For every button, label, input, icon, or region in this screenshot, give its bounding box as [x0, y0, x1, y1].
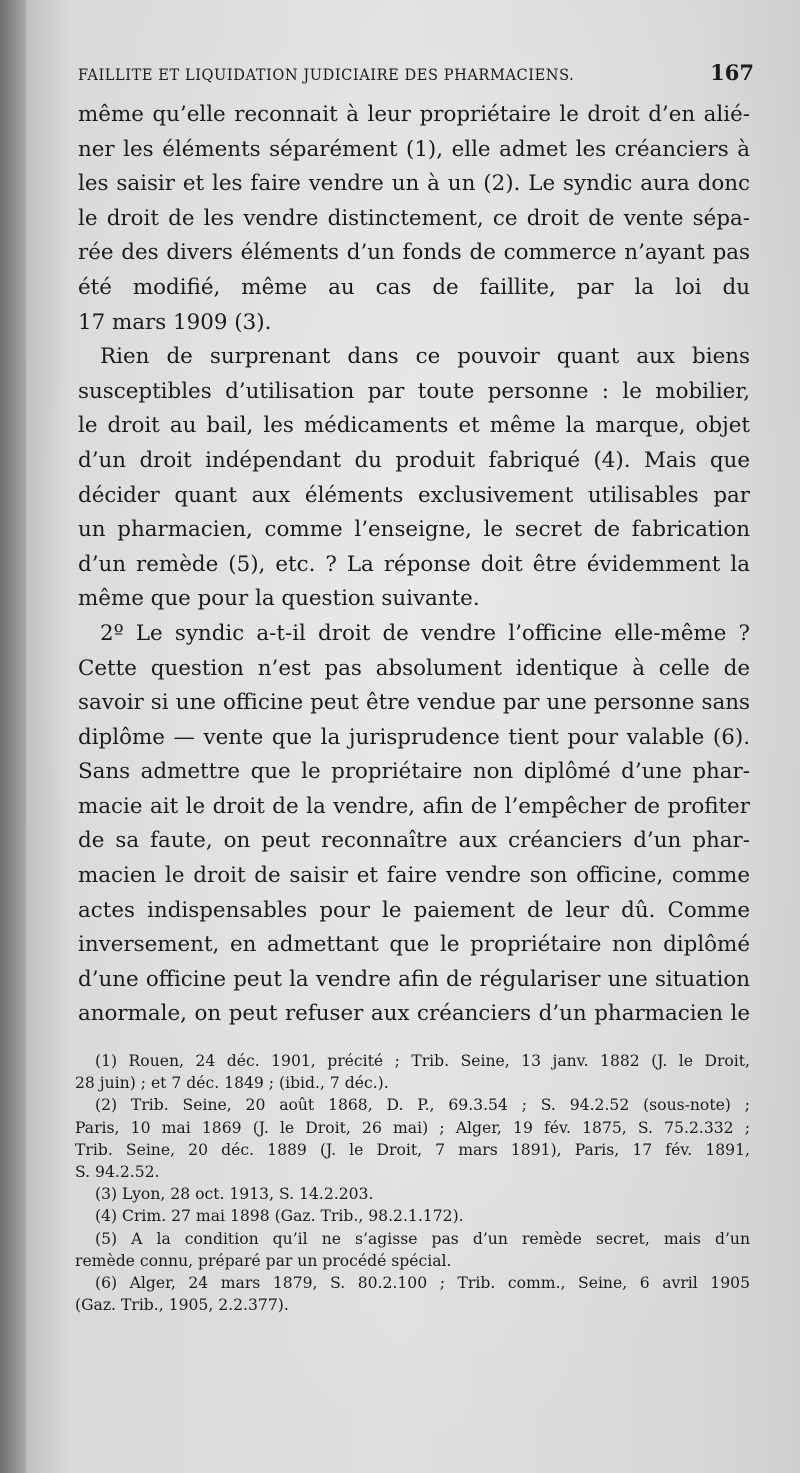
body-line: savoir si une officine peut être vendue par une personne sans	[78, 690, 750, 716]
body-text	[78, 98, 750, 1032]
body-line: anormale, on peut refuser aux créanciers d’un pharmacien le	[78, 1001, 750, 1027]
body-line: d’un droit indépendant du produit fabriqué (4). Mais que	[78, 447, 750, 473]
footnote-line: (Gaz. Trib., 1905, 2.2.377).	[75, 1296, 289, 1315]
body-line: rée des divers éléments d’un fonds de commerce n’ayant pas	[78, 240, 750, 266]
body-line: Rien de surprenant dans ce pouvoir quant aux biens	[100, 344, 750, 370]
book-gutter-shadow	[0, 0, 26, 1473]
footnote-line: (2) Trib. Seine, 20 août 1868, D. P., 69.3.54 ; S. 94.2.52 (sous-note) ;	[95, 1096, 750, 1115]
body-line: diplôme — vente que la jurisprudence tient pour valable (6).	[78, 724, 750, 750]
footnote-line: (1) Rouen, 24 déc. 1901, précité ; Trib. Seine, 13 janv. 1882 (J. le Droit,	[95, 1052, 750, 1070]
body-line: macien le droit de saisir et faire vendre son officine, comme	[78, 863, 750, 889]
body-line: même que pour la question suivante.	[78, 586, 480, 612]
body-line: décider quant aux éléments exclusivement utilisables par	[78, 482, 750, 508]
body-line: Sans admettre que le propriétaire non diplômé d’une phar-	[78, 759, 750, 785]
body-line: ner les éléments séparément (1), elle admet les créanciers à	[78, 136, 750, 162]
footnote-line: (5) A la condition qu’il ne s’agisse pas d’un remède secret, mais d’un	[95, 1229, 750, 1248]
footnote-line: Trib. Seine, 20 déc. 1889 (J. le Droit, 7 mars 1891), Paris, 17 fév. 1891,	[75, 1140, 750, 1159]
body-line: le droit au bail, les médicaments et même la marque, objet	[78, 413, 750, 439]
body-line: d’un remède (5), etc. ? La réponse doit être évidemment la	[78, 551, 750, 577]
footnote-line: (3) Lyon, 28 oct. 1913, S. 14.2.203.	[95, 1185, 374, 1204]
body-line: été modifié, même au cas de faillite, par la loi du	[78, 274, 750, 300]
footnote-line: S. 94.2.52.	[75, 1162, 160, 1181]
footnote-line: Paris, 10 mai 1869 (J. le Droit, 26 mai) ; Alger, 19 fév. 1875, S. 75.2.332 ;	[75, 1118, 750, 1137]
page-header	[78, 60, 768, 92]
body-line: un pharmacien, comme l’enseigne, le secret de fabrication	[78, 517, 750, 543]
body-line: 2º Le syndic a-t-il droit de vendre l’officine elle-même ?	[100, 620, 750, 646]
body-line: le droit de les vendre distinctement, ce droit de vente sépa-	[78, 205, 750, 231]
body-line: d’une officine peut la vendre afin de régulariser une situation	[78, 966, 750, 992]
body-line: même qu’elle reconnait à leur propriétaire le droit d’en alié-	[78, 102, 750, 127]
footnote-line: 28 juin) ; et 7 déc. 1849 ; (ibid., 7 déc.).	[75, 1074, 389, 1093]
body-line: 17 mars 1909 (3).	[78, 309, 272, 335]
body-line: de sa faute, on peut reconnaître aux créanciers d’un phar-	[78, 828, 750, 854]
running-head: FAILLITE ET LIQUIDATION JUDICIAIRE DES PHARMACIENS.	[78, 66, 575, 84]
body-line: macie ait le droit de la vendre, afin de l’empêcher de profiter	[78, 793, 750, 819]
body-line: actes indispensables pour le paiement de leur dû. Comme	[78, 897, 750, 923]
body-line: inversement, en admettant que le propriétaire non diplômé	[78, 932, 750, 958]
footnote-line: (6) Alger, 24 mars 1879, S. 80.2.100 ; Trib. comm., Seine, 6 avril 1905	[95, 1273, 750, 1292]
body-line: Cette question n’est pas absolument identique à celle de	[78, 655, 750, 681]
body-line: les saisir et les faire vendre un à un (2). Le syndic aura donc	[78, 171, 750, 197]
footnote-line: (4) Crim. 27 mai 1898 (Gaz. Trib., 98.2.1.172).	[95, 1207, 464, 1226]
body-line: susceptibles d’utilisation par toute personne : le mobilier,	[78, 378, 750, 404]
page-number: 167	[710, 60, 754, 85]
footnote-line: remède connu, préparé par un procédé spécial.	[75, 1251, 452, 1270]
footnotes	[75, 1050, 750, 1316]
